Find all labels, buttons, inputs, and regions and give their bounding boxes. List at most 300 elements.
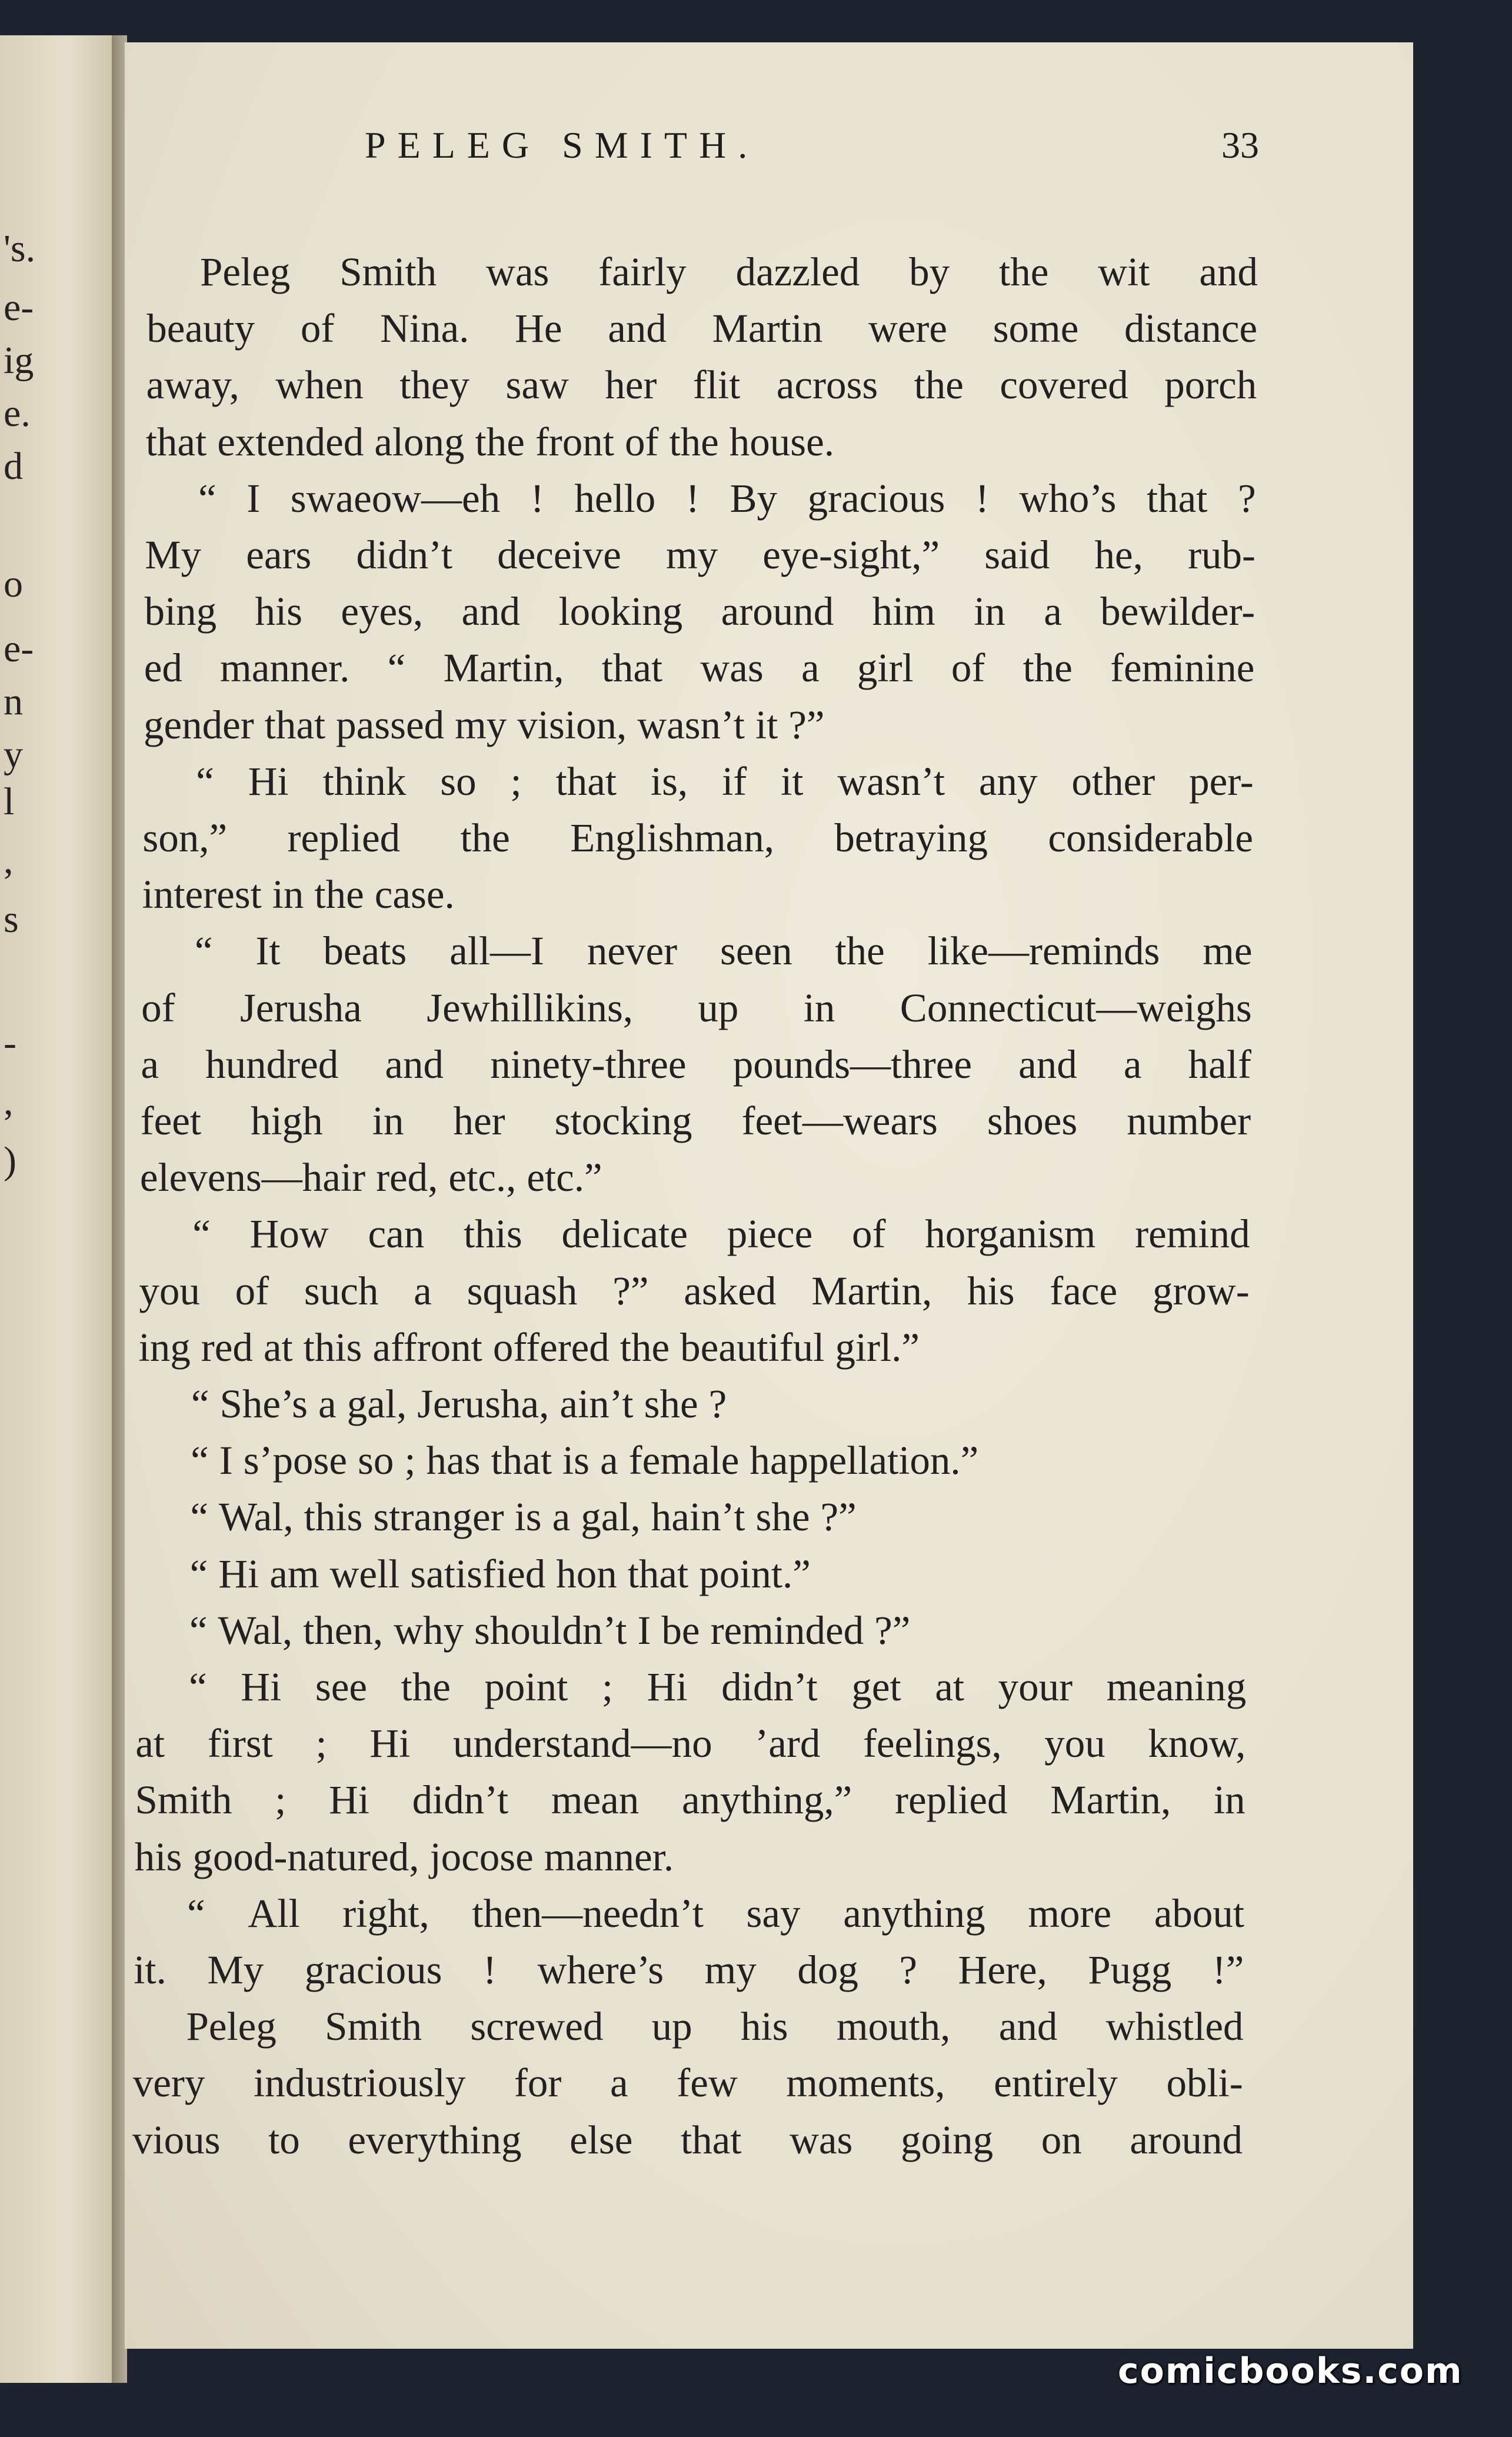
word: across [776,362,878,408]
left-page-fragment: l [4,780,15,823]
word: hundred [205,1041,339,1087]
word: the [669,419,719,464]
word: is, [650,758,688,804]
word: ! [530,475,544,521]
word: her [453,1098,505,1143]
word: and [998,2004,1058,2049]
text-line [143,702,1254,747]
word: gal, [347,1381,407,1426]
word: his [740,2004,788,2049]
word: say [746,1890,801,1936]
word: replied [894,1777,1008,1823]
word: in [803,985,835,1030]
word: number [1127,1098,1251,1143]
word: why [394,1607,464,1653]
word: house. [729,419,834,464]
left-page-fragment: - [4,1021,16,1064]
word: bing [144,589,217,634]
word: mean [551,1777,640,1823]
word: a [414,1268,432,1313]
word: like—reminds [927,928,1160,974]
word: that [491,1438,552,1483]
word: Martin, [811,1268,932,1313]
word: the [401,1664,451,1709]
word: she [644,1381,698,1426]
left-page-fragment: o [4,562,23,605]
text-line [139,1268,1250,1313]
word: Smith [325,2004,422,2049]
word: is [562,1438,590,1483]
text-line [135,1777,1245,1823]
word: Peleg [200,249,291,294]
word: girl [857,645,914,691]
text-line [134,1834,1245,1879]
word: My [145,532,202,577]
word: per- [1189,758,1254,804]
word: “ [190,1494,208,1540]
word: betraying [834,815,988,860]
word: Martin, [1050,1777,1171,1823]
word: manner. [544,1834,674,1879]
word: By [730,475,778,521]
word: be [661,1607,700,1653]
word: ; [601,1664,613,1709]
word: said [984,532,1050,577]
word: affront [372,1324,482,1370]
left-page-edge [0,35,112,2383]
left-page-fragment: y [4,733,23,776]
word: it. [134,1947,166,1992]
word: Smith [135,1777,232,1823]
word: etc., [448,1155,517,1200]
word: beauty [146,306,255,351]
word: delicate [561,1211,688,1257]
text-line [134,1947,1244,1992]
word: a [801,645,820,691]
word: Hi [328,1777,369,1823]
word: up [698,985,739,1030]
word: stranger [373,1494,504,1540]
word: well [329,1551,400,1596]
text-line [144,645,1255,691]
word: horganism [925,1211,1096,1257]
word: Smith [339,249,437,294]
word: that [264,702,326,747]
word: gracious [807,475,945,521]
word: on [1041,2117,1082,2162]
text-line [189,1664,1247,1709]
word: ! [685,475,700,521]
word: and [461,589,521,634]
word: you [1044,1721,1105,1766]
word: ; [404,1438,416,1483]
word: ; [315,1721,327,1766]
word: considerable [1048,815,1254,860]
word: ! [975,475,989,521]
word: can [368,1211,425,1257]
word: right, [342,1890,429,1936]
word: some [993,306,1079,351]
text-line [141,1041,1251,1087]
word: and [1018,1041,1077,1087]
word: He [515,306,562,351]
word: feelings, [862,1721,1002,1766]
word: moments, [786,2060,945,2106]
word: beats [323,928,407,974]
word: at [135,1721,165,1766]
text-line [194,928,1253,974]
word: of [852,1211,886,1257]
left-page-fragment: e- [4,286,34,329]
word: at [263,1324,293,1370]
word: “ [189,1607,208,1653]
text-line [146,362,1257,408]
word: Englishman, [570,815,775,860]
word: rub- [1188,532,1256,577]
word: anything,” [681,1777,852,1823]
word: in [272,872,304,917]
word: distance [1124,306,1258,351]
word: the [1023,645,1073,691]
word: this [303,1324,362,1370]
text-line [138,1324,1249,1370]
word: “ [191,1438,209,1483]
word: by [909,249,950,294]
word: up [651,2004,692,2049]
left-page-fragment: ig [4,339,34,382]
word: the [620,1324,670,1370]
word: his [255,589,302,634]
word: son,” [142,815,228,860]
text-line [198,475,1256,521]
word: the [314,872,364,917]
word: I [247,475,261,521]
word: know, [1148,1721,1246,1766]
word: was [700,645,764,691]
text-line [140,1098,1251,1143]
word: offered [492,1324,610,1370]
word: and [1199,249,1258,294]
word: Martin, [443,645,564,691]
word: dazzled [735,249,860,294]
word: Martin [712,306,823,351]
left-page-fragment: 's. [4,227,36,270]
word: female [628,1438,740,1483]
word: his [967,1268,1015,1313]
running-head: PELEG SMITH. [365,124,760,166]
word: ; [275,1777,287,1823]
word: swaeow—eh [290,475,501,521]
word: your [998,1664,1073,1709]
word: if [722,758,747,804]
left-page-fragment: e. [4,392,31,435]
word: industriously [253,2060,466,2106]
word: was [790,2117,853,2162]
word: in [372,1098,404,1143]
word: that [627,1551,689,1596]
text-line [144,591,1255,632]
left-page-fragment: s [4,898,19,941]
word: ?” [788,702,825,747]
word: other [1071,758,1155,804]
text-line [135,1723,1245,1764]
word: ears [246,532,312,577]
word: more [1028,1890,1112,1936]
word: ain’t [559,1381,634,1426]
word: Hi [241,1664,282,1709]
word: the [914,362,964,408]
word: didn’t [356,532,453,577]
word: he, [1094,532,1143,577]
word: feet [140,1098,202,1143]
word: Jerusha, [417,1381,549,1426]
word: Hi [647,1664,688,1709]
word: all—I [449,928,545,974]
word: my [665,532,718,577]
word: “ [191,1381,209,1426]
word: !” [1212,1947,1244,1992]
word: a [1044,589,1062,634]
word: was [486,249,549,294]
word: his [134,1834,182,1879]
word: “ [187,1890,205,1936]
text-line [189,1551,1247,1596]
page-number: 33 [1221,124,1259,166]
text-line [141,985,1252,1030]
word: s’pose [243,1438,348,1483]
left-page-fragment: d [4,445,23,488]
word: passed [336,702,445,747]
word: of [951,645,985,691]
word: case. [374,872,455,917]
word: such [304,1268,379,1313]
word: ’ard [755,1721,821,1766]
word: has [426,1438,481,1483]
word: She’s [219,1381,308,1426]
word: eye-sight,” [762,532,940,577]
word: shoes [987,1098,1078,1143]
word: for [514,2060,562,2106]
word: and [385,1041,444,1087]
text-line [145,419,1257,464]
word: so [440,758,477,804]
word: ! [483,1947,497,1992]
word: am [269,1551,319,1596]
word: a [141,1041,159,1087]
word: me [1203,928,1253,974]
word: deceive [497,532,621,577]
word: mouth, [836,2004,951,2049]
word: red [201,1324,253,1370]
word: Hi [369,1721,411,1766]
word: ing [138,1324,191,1370]
word: at [935,1664,964,1709]
word: pounds—three [732,1041,972,1087]
word: where’s [537,1947,664,1992]
word: a [610,2060,628,2106]
word: hon [556,1551,617,1596]
page-header [365,124,1259,177]
word: manner. [220,645,350,691]
word: a [318,1381,337,1426]
word: of [624,419,659,464]
word: How [249,1211,329,1257]
word: All [248,1890,300,1936]
text-line [140,1157,1251,1198]
word: My [207,1947,264,1992]
word: who’s [1019,475,1117,521]
word: then—needn’t [472,1890,704,1936]
word: ed [144,645,182,691]
word: Jewhillikins, [427,985,634,1030]
word: of [300,306,335,351]
word: going [901,2117,994,2162]
word: squash [467,1268,578,1313]
word: ?” [612,1268,649,1313]
word: Jerusha [239,985,362,1030]
word: then, [303,1607,384,1653]
word: hello [574,475,656,521]
word: Wal, [218,1494,294,1540]
word: of [141,985,175,1030]
word: stocking [554,1098,692,1143]
word: beautiful [680,1324,825,1370]
word: wasn’t [637,702,745,747]
word: shouldn’t [474,1607,627,1653]
word: ?” [820,1494,857,1540]
word: in [974,589,1005,634]
word: see [315,1664,367,1709]
word: you [139,1268,200,1313]
word: happellation.” [750,1438,979,1483]
word: looking [558,589,683,634]
word: I [219,1438,233,1483]
word: extended [217,419,364,464]
text-line [132,2117,1243,2162]
word: etc.” [527,1155,602,1200]
word: the [835,928,885,974]
word: good-natured, [192,1834,419,1879]
word: that [601,645,663,691]
word: that [1147,475,1208,521]
word: first [207,1721,273,1766]
word: it [781,758,804,804]
left-page-fragment: ) [4,1139,16,1182]
word: flit [692,362,741,408]
word: high [251,1098,323,1143]
word: entirely [994,2060,1118,2106]
word: ?” [874,1607,911,1653]
word: around [1130,2117,1243,2162]
word: that [145,419,207,464]
word: my [455,702,507,747]
word: were [868,306,948,351]
word: red, [376,1155,438,1200]
word: face [1050,1268,1118,1313]
word: “ [189,1664,207,1709]
word: Peleg [186,2004,277,2049]
word: eyes, [341,589,424,634]
text-line [187,1890,1245,1936]
word: about [1154,1890,1245,1936]
word: few [677,2060,738,2106]
word: didn’t [412,1777,509,1823]
word: dog [797,1947,858,1992]
word: gal, [581,1494,641,1540]
word: a [1123,1041,1142,1087]
word: gender [143,702,254,747]
word: when [275,362,364,408]
text-line [200,249,1258,294]
word: else [570,2117,633,2162]
left-page-fragment: , [4,839,14,882]
word: vision, [517,702,627,747]
word: “ [189,1551,208,1596]
word: half [1188,1041,1251,1087]
word: elevens—hair [139,1155,366,1200]
word: whistled [1105,2004,1244,2049]
text-line [192,1211,1250,1257]
word: hain’t [651,1494,745,1540]
word: bewilder- [1100,589,1255,634]
word: obli- [1166,2060,1243,2106]
word: “ [387,645,406,691]
word: “ [198,475,217,521]
word: jocose [429,1834,534,1879]
word: feminine [1110,645,1255,691]
word: Hi [248,758,289,804]
text-line [191,1381,1248,1426]
word: “ [194,928,213,974]
text-line [186,2006,1244,2047]
word: that [555,758,617,804]
word: away, [146,362,239,408]
word: the [460,815,510,860]
word: It [255,928,281,974]
text-line [189,1607,1247,1653]
word: the [475,419,525,464]
word: to [268,2117,300,2162]
text-line [191,1440,1248,1481]
text-line [145,532,1256,577]
word: ? [899,1947,917,1992]
word: and [608,306,667,351]
word: Wal, [218,1607,293,1653]
word: point [484,1664,568,1709]
word: ? [1238,475,1256,521]
word: seen [720,928,792,974]
word: wit [1098,249,1150,294]
word: Pugg [1088,1947,1172,1992]
word: ninety-three [490,1041,687,1087]
word: everything [348,2117,522,2162]
word: Hi [218,1551,259,1596]
word: Connecticut—weighs [900,985,1252,1030]
word: porch [1164,362,1257,408]
word: it [755,702,778,747]
word: covered [1000,362,1128,408]
word: front [535,419,614,464]
word: of [235,1268,269,1313]
word: understand—no [452,1721,712,1766]
word: asked [684,1268,777,1313]
word: “ [192,1211,211,1257]
word: think [322,758,407,804]
word: her [605,362,657,408]
word: around [721,589,834,634]
word: screwed [470,2004,604,2049]
word: reminded [710,1607,864,1653]
